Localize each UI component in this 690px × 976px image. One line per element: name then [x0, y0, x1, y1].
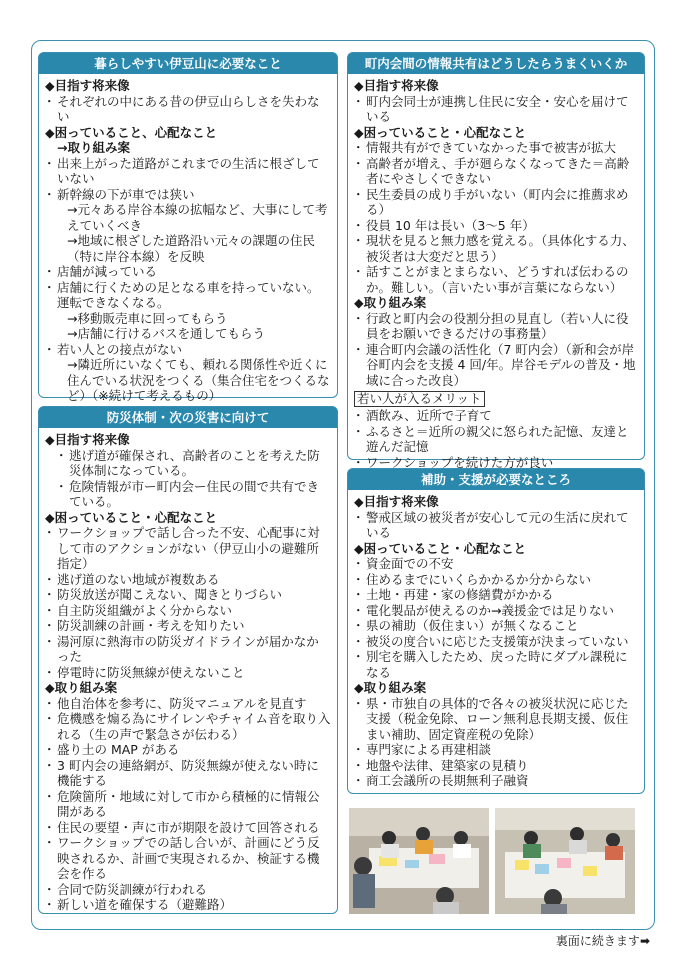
section-living	[38, 52, 338, 403]
list-item: ・ 役員 10 年は長い（3〜5 年）	[354, 218, 638, 234]
list-item: ・ 町内会同士が連携し住民に安全・安心を届けている	[354, 94, 638, 125]
list-item: ・ 他自治体を参考に、防災マニュアルを見直す	[45, 696, 331, 712]
merit-label: 若い人が入るメリット	[354, 391, 485, 407]
list-item: ・ 民生委員の成り手がいない（町内会に推薦求める）	[354, 187, 638, 218]
right-column	[347, 52, 645, 802]
list-item: ・ 高齢者が増え、手が廻らなくなってきた＝高齢者にやさしくできない	[354, 156, 638, 187]
list-item: ・ 警戒区域の被災者が安心して元の生活に戻れている	[354, 510, 638, 541]
action-heading: ◆取り組み案	[45, 680, 118, 695]
action-heading: →取り組み案	[57, 140, 130, 155]
list-item: ・ 湯河原に熱海市の防災ガイドラインが届かなかった	[45, 634, 331, 665]
list-item: ・ 3 町内会の連絡網が、防災無線が使えない時に機能する	[45, 758, 331, 789]
list-item: ・ ワークショップを続けた方が良い	[354, 455, 638, 471]
action-heading: ◆取り組み案	[354, 680, 427, 695]
section-disaster	[38, 406, 338, 914]
list-item: ・ 別宅を購入したため、戻った時にダブル課税になる	[354, 649, 638, 680]
section-title: 防災体制・次の災害に向けて	[39, 407, 337, 428]
section-title: 町内会間の情報共有はどうしたらうまくいくか	[348, 53, 644, 74]
goal-heading: ◆目指す将来像	[354, 494, 439, 509]
list-item: ・ ワークショップで話し合った不安、心配事に対して市のアクションがない（伊豆山小の避難所指定）	[45, 525, 331, 572]
note: →移動販売車に回ってもらう	[67, 310, 228, 326]
list-item: ・ 若い人との接点がない	[45, 342, 331, 358]
section-support	[347, 468, 645, 794]
issue-heading: ◆困っていること・心配なこと	[354, 540, 527, 556]
list-item: ・ 新しい道を確保する（避難路）	[45, 897, 331, 913]
goal-heading: ◆目指す将来像	[354, 78, 439, 93]
list-item: ・ 盛り土の MAP がある	[45, 742, 331, 758]
list-item: ・ 住めるまでにいくらかかるか分からない	[354, 572, 638, 588]
note: →地域に根ざした道路沿い元々の課題の住民（特に岸谷本線）を反映	[67, 233, 315, 264]
list-item: ・ 新幹線の下が車では狭い	[45, 187, 331, 203]
list-item: ・ 県の補助（仮住まい）が無くなること	[354, 618, 638, 634]
list-item: ・ 地盤や法律、建築家の見積り	[354, 758, 638, 774]
list-item: ・ 商工会議所の長期無利子融資	[354, 773, 638, 789]
section-info-sharing	[347, 52, 645, 470]
list-item: ・ 逃げ道のない地域が複数ある	[45, 572, 331, 588]
list-item: ・ 合同で防災訓練が行われる	[45, 882, 331, 898]
note: →元々ある岸谷本線の拡幅など、大事にして考えていくべき	[67, 202, 328, 233]
continued-text: 裏面に続きます	[555, 934, 640, 948]
list-item: ・ 危機感を煽る為にサイレンやチャイム音を取り入れる（生の声で緊急さが伝わる）	[45, 711, 331, 742]
list-item: ・ 防災放送が聞こえない、聞きとりづらい	[45, 587, 331, 603]
list-item: ・ 連合町内会議の活性化（7 町内会）（新和会が岸谷町内会を支援 4 回/年。岸谷モデルの普及・地域に合った改良）	[354, 342, 638, 389]
goal-heading: ◆目指す将来像	[45, 432, 130, 447]
list-item: ・ 酒飲み、近所で子育て	[354, 408, 638, 424]
section-title: 補助・支援が必要なところ	[348, 469, 644, 490]
note: →店舗に行けるバスを通してもらう	[67, 326, 265, 341]
list-item: ・ 現状を見ると無力感を覚える。（具体化する力、被災者は大変だと思う）	[354, 233, 638, 264]
continued-note	[556, 933, 650, 949]
list-item: ・ 店舗が減っている	[45, 264, 331, 280]
list-item: ・ 店舗に行くための足となる車を持っていない。運転できなくなる。	[45, 280, 331, 311]
list-item: ・ ワークショップでの話し合いが、計画にどう反映されるか、計画で実現されるか、検証する機会を作る	[45, 835, 331, 882]
list-item: ・ それぞれの中にある昔の伊豆山らしさを失わない	[45, 94, 331, 125]
workshop-photo	[495, 808, 635, 914]
list-item: ・ 専門家による再建相談	[354, 742, 638, 758]
list-item: ・ 県・市独自の具体的で各々の被災状況に応じた支援（税金免除、ローン無利息長期支援、仮住まい補助、固定資産税の免除）	[354, 696, 638, 743]
list-item: ・ 電化製品が使えるのか→義援金では足りない	[354, 603, 638, 619]
issue-heading: ◆困っていること・心配なこと	[354, 124, 527, 140]
list-item: ・ 行政と町内会の役割分担の見直し（若い人に役員をお願いできるだけの事務量）	[354, 311, 638, 342]
list-item: ・ 停電時に防災無線が使えないこと	[45, 665, 331, 681]
list-item: ・ 被災の度合いに応じた支援策が決まっていない	[354, 634, 638, 650]
list-item: ・ 情報共有ができていなかった事で被害が拡大	[354, 140, 638, 156]
list-item: ・ 危険箇所・地域に対して市から積極的に情報公開がある	[45, 789, 331, 820]
issue-heading: ◆困っていること、心配なこと	[45, 124, 218, 140]
list-item: ・ 住民の要望・声に市が期限を設けて回答される	[45, 820, 331, 836]
list-item: ・ 話すことがまとまらない、どうすれば伝わるのか。難しい。（言いたい事が言葉にならない）	[354, 264, 638, 295]
list-item: ・ 土地・再建・家の修繕費がかかる	[354, 587, 638, 603]
goal-heading: ◆目指す将来像	[45, 78, 130, 93]
section-title: 暮らしやすい伊豆山に必要なこと	[39, 53, 337, 74]
list-item: ・ 防災訓練の計画・考えを知りたい	[45, 618, 331, 634]
list-item: ・ 逃げ道が確保され、高齢者のことを考えた防災体制になっている。	[57, 448, 331, 479]
issue-heading: ◆困っていること・心配なこと	[45, 509, 218, 525]
list-item: ・ 資金面での不安	[354, 556, 638, 572]
list-item: ・ 自主防災組織がよく分からない	[45, 603, 331, 619]
action-heading: ◆取り組み案	[354, 295, 427, 310]
arrow-right-icon: ➡	[639, 934, 650, 948]
photo-strip	[349, 808, 637, 916]
note: →隣近所にいなくても、頼れる関係性や近くに住んでいる状況をつくる（集合住宅をつくるなど）（※続けて考えるもの）	[67, 357, 330, 403]
list-item: ・ 出来上がった道路がこれまでの生活に根ざしていない	[45, 156, 331, 187]
list-item: ・ 危険情報が市ー町内会ー住民の間で共有できている。	[57, 479, 331, 510]
left-column	[38, 52, 338, 922]
list-item: ・ ふるさと＝近所の親父に怒られた記憶、友達と遊んだ記憶	[354, 424, 638, 455]
workshop-photo	[349, 808, 489, 914]
